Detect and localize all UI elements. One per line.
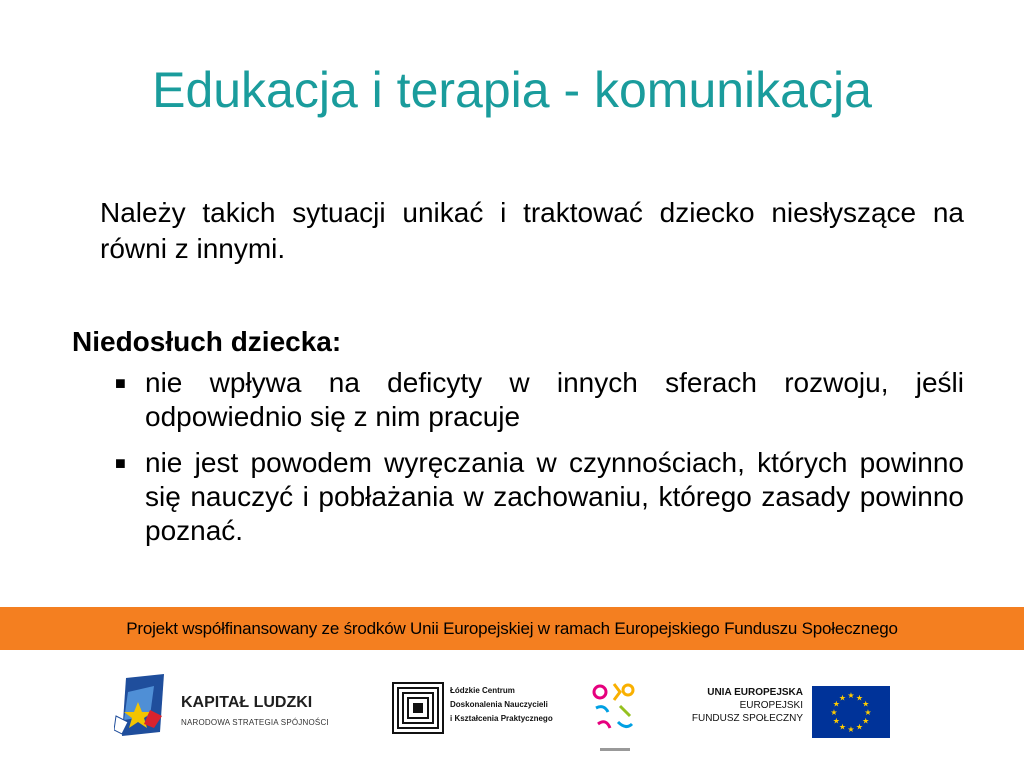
kapital-ludzki-logo <box>114 672 364 752</box>
lodzkie-centrum-square-icon <box>392 682 444 734</box>
lc-line1: Łódzkie Centrum <box>450 686 515 695</box>
bullet-item <box>115 446 964 548</box>
eu-stars-icon <box>812 686 890 738</box>
kapital-ludzki-name: KAPITAŁ LUDZKI <box>181 694 313 711</box>
eu-line3: FUNDUSZ SPOŁECZNY <box>691 713 803 724</box>
cofinancing-text: Projekt współfinansowany ze środków Unii Europejskiej w ramach Europejskiego Funduszu Społecznego <box>126 619 898 638</box>
kapital-ludzki-subtitle: NARODOWA STRATEGIA SPÓJNOŚCI <box>181 718 329 727</box>
bullet-item <box>115 366 964 434</box>
eu-star-icon: ★ <box>862 716 870 726</box>
bullet-text: nie jest powodem wyręczania w czynnościach, których powinno się nauczyć i pobłażania w zachowaniu, którego zasady powinno poznać. <box>145 447 964 546</box>
eu-star-icon: ★ <box>862 699 870 709</box>
colorful-letters-icon <box>590 678 640 758</box>
colorful-glyph-logo <box>590 678 640 758</box>
logo-strip <box>0 660 1024 768</box>
eu-star-icon: ★ <box>832 699 840 709</box>
square-bullet-icon: ■ <box>115 373 126 393</box>
eu-flag-icon <box>812 686 890 738</box>
slide-title: Edukacja i terapia - komunikacja <box>152 62 872 118</box>
eu-star-icon: ★ <box>855 693 864 703</box>
lc-line3: i Kształcenia Praktycznego <box>450 714 553 723</box>
bullet-text: nie wpływa na deficyty w innych sferach rozwoju, jeśli odpowiednio się z nim pracuje <box>145 367 964 432</box>
eu-line1: UNIA EUROPEJSKA <box>707 687 803 698</box>
square-bullet-icon: ■ <box>115 453 126 473</box>
eu-star-icon: ★ <box>847 691 855 700</box>
eu-text <box>690 686 803 725</box>
section-heading: Niedosłuch dziecka: <box>72 326 342 357</box>
footer-band <box>0 607 1024 650</box>
eu-line2: EUROPEJSKI <box>739 700 803 711</box>
lodzkie-centrum-logo <box>392 682 562 742</box>
intro-paragraph: Należy takich sytuacji unikać i traktować dziecko niesłyszące na równi z innymi. <box>100 197 964 264</box>
bullet-list <box>0 366 964 560</box>
eu-star-icon: ★ <box>855 722 864 732</box>
eu-star-icon: ★ <box>864 708 872 717</box>
eu-star-icon: ★ <box>838 693 847 703</box>
lc-line2: Doskonalenia Nauczycieli <box>450 700 548 709</box>
eu-star-icon: ★ <box>832 716 840 726</box>
lodzkie-centrum-text <box>450 684 553 726</box>
eu-star-icon: ★ <box>838 722 847 732</box>
eu-logo <box>690 682 910 742</box>
kapital-ludzki-star-icon <box>114 672 176 752</box>
eu-star-icon: ★ <box>847 725 855 734</box>
eu-star-icon: ★ <box>830 708 838 717</box>
